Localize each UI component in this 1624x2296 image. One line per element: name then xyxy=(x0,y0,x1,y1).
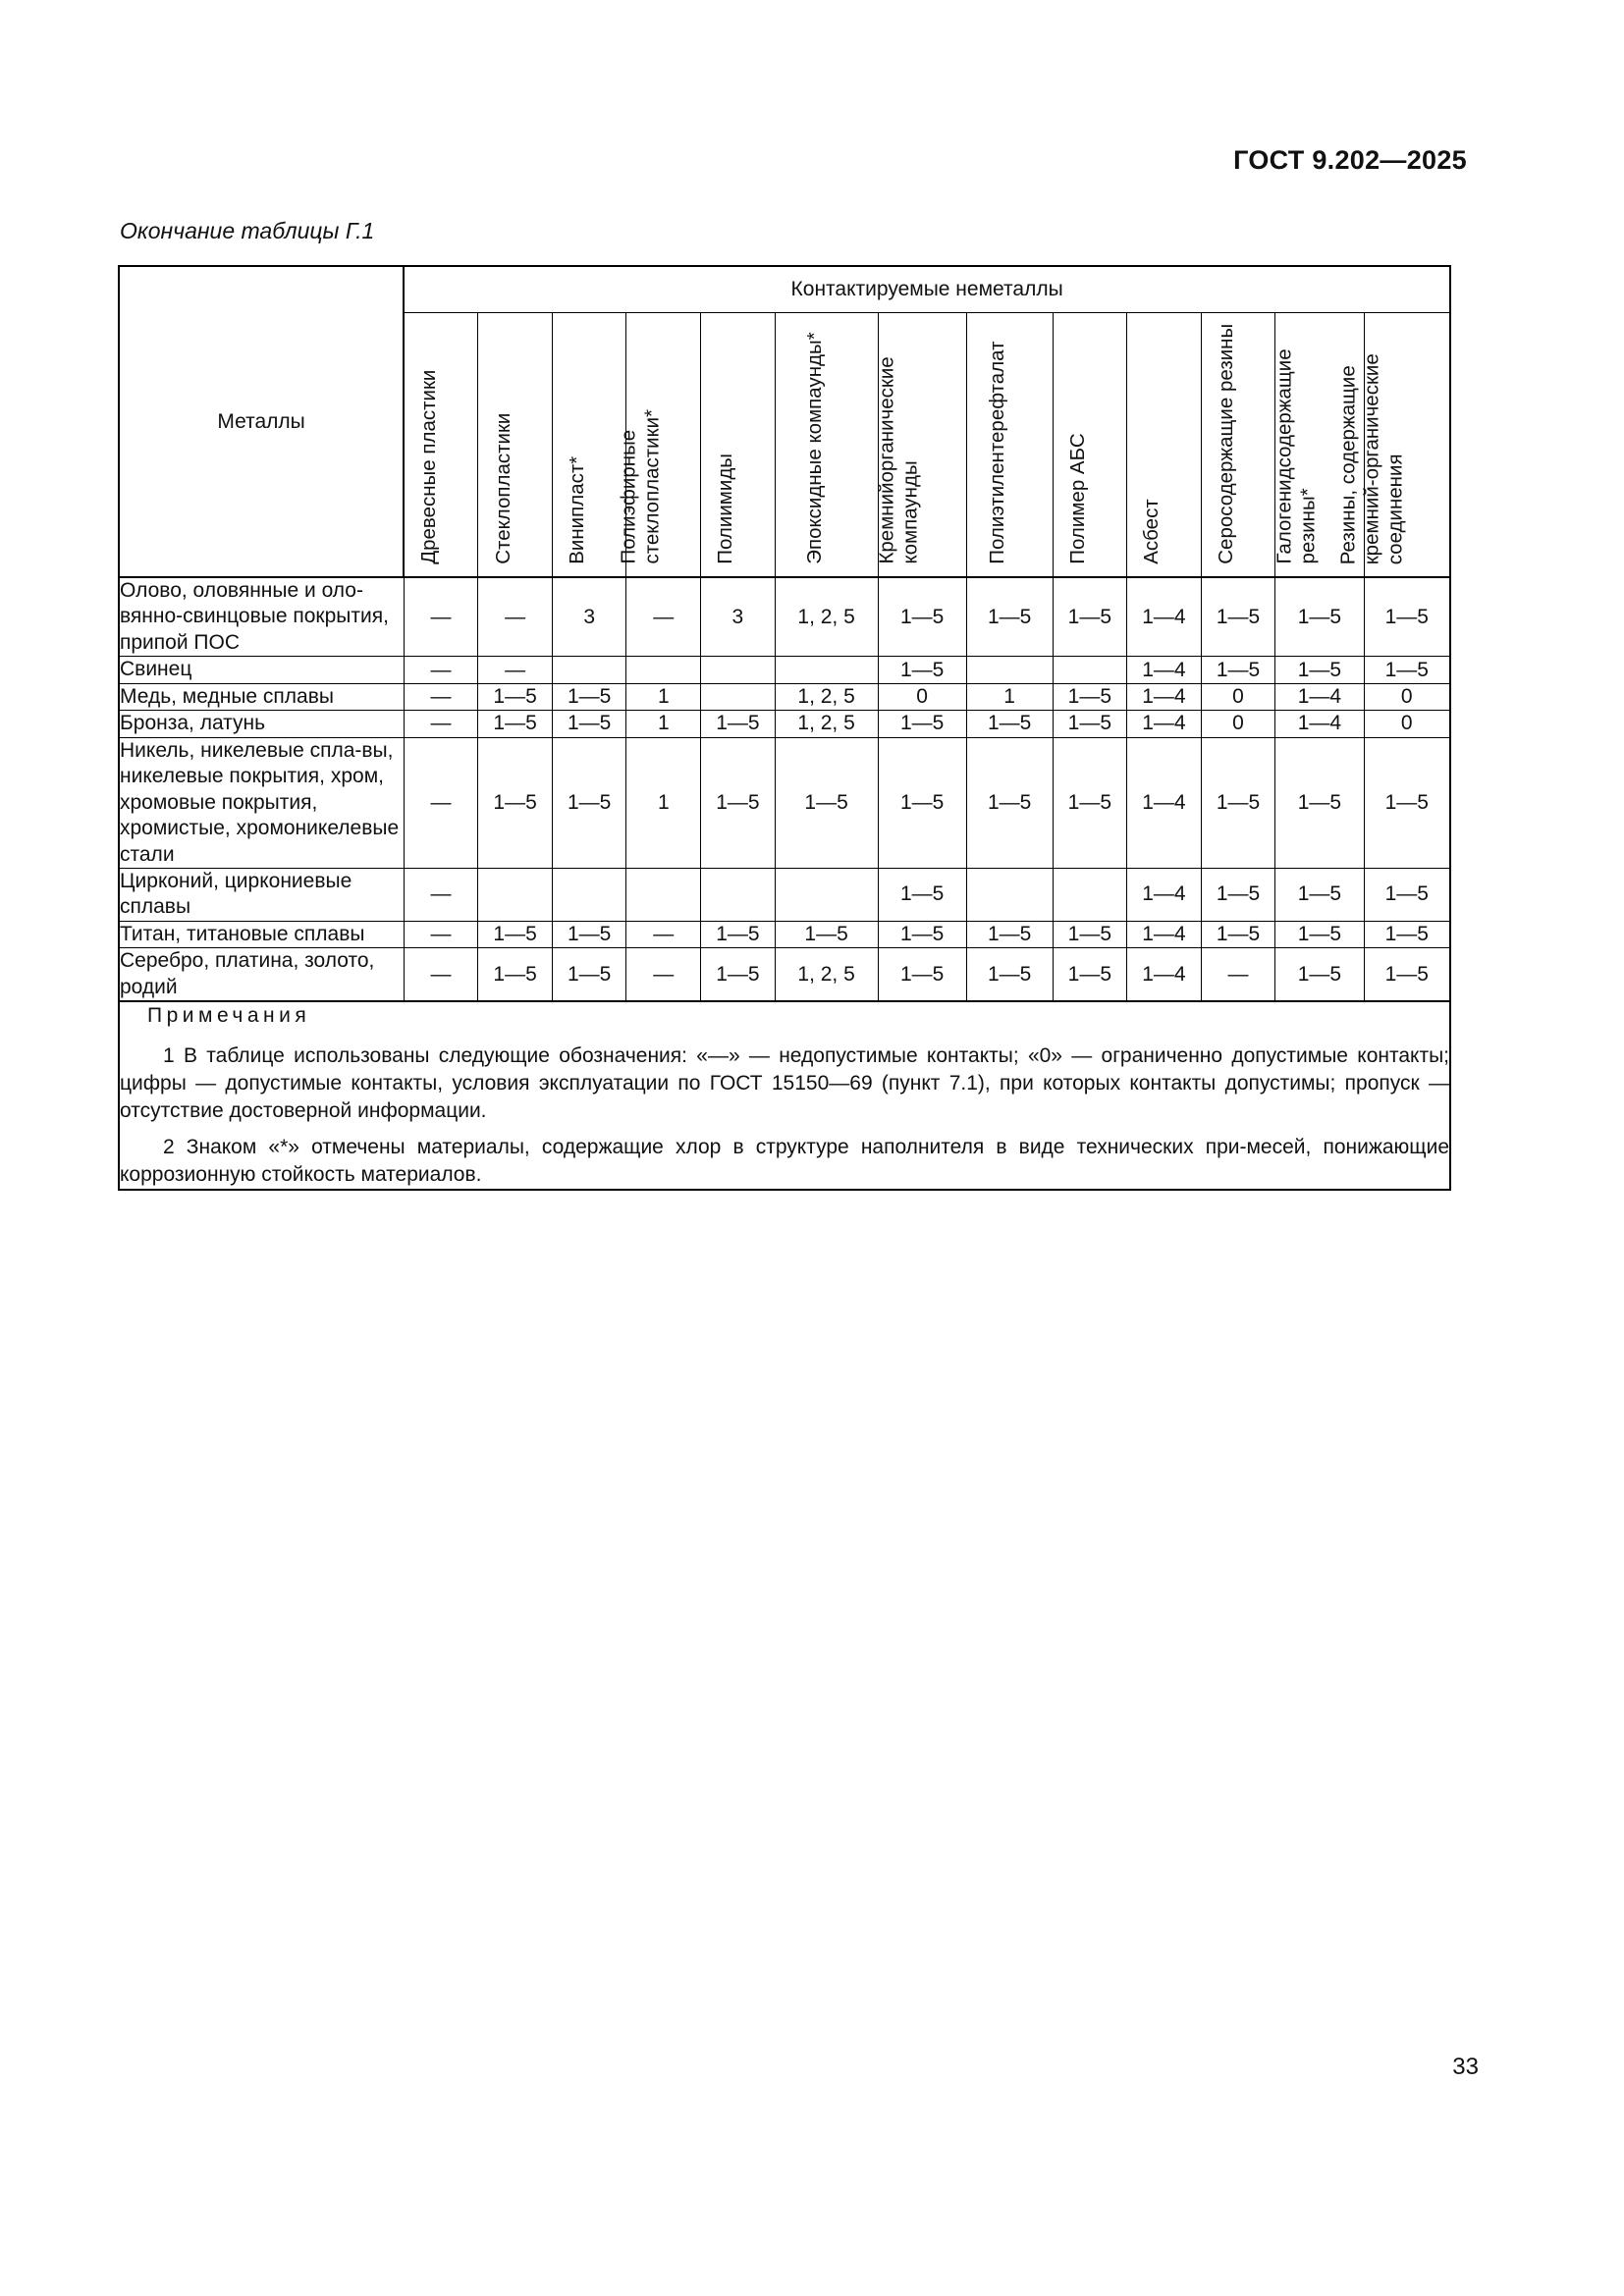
cell: — xyxy=(404,868,478,921)
cell: 1, 2, 5 xyxy=(775,577,878,657)
cell: 1—5 xyxy=(966,737,1053,868)
cell: 1—5 xyxy=(701,948,776,1001)
cell: 1—4 xyxy=(1127,948,1202,1001)
cell: 1—5 xyxy=(1053,921,1127,947)
column-header-sulfur-containing-rubbers: Серосодержащие резины xyxy=(1201,313,1275,578)
header-metals: Металлы xyxy=(119,266,404,577)
cell: 1 xyxy=(966,683,1053,710)
cell: — xyxy=(626,577,701,657)
cell: 1—5 xyxy=(878,868,966,921)
cell: 1—5 xyxy=(478,683,553,710)
document-header-standard-number: ГОСТ 9.202—2025 xyxy=(1233,145,1467,175)
cell: 1—5 xyxy=(878,737,966,868)
cell: 1, 2, 5 xyxy=(775,948,878,1001)
cell xyxy=(775,868,878,921)
cell: 1—4 xyxy=(1127,737,1202,868)
cell: — xyxy=(404,921,478,947)
cell: 1—5 xyxy=(1053,683,1127,710)
cell: 1—5 xyxy=(878,711,966,737)
cell: — xyxy=(1201,948,1275,1001)
header-contacting-nonmetals: Контактируемые неметаллы xyxy=(404,266,1450,313)
cell xyxy=(626,868,701,921)
cell: 1—5 xyxy=(1201,577,1275,657)
cell: 1—4 xyxy=(1127,577,1202,657)
cell: 1, 2, 5 xyxy=(775,711,878,737)
table-row xyxy=(119,683,1450,710)
table-notes-row xyxy=(119,1001,1450,1190)
cell: 1—5 xyxy=(1364,657,1450,683)
cell: 1—4 xyxy=(1275,711,1364,737)
cell: 1—5 xyxy=(552,683,626,710)
cell xyxy=(478,868,553,921)
cell: 1—5 xyxy=(478,711,553,737)
cell: — xyxy=(404,711,478,737)
cell: 1—5 xyxy=(878,657,966,683)
cell: 1—5 xyxy=(478,948,553,1001)
column-header-polyethylene-terephthalate: Полиэтилентерефталат xyxy=(966,313,1053,578)
cell: 1—5 xyxy=(552,921,626,947)
column-header-vinyl-plastic: Винипласт* xyxy=(552,313,626,578)
cell xyxy=(775,657,878,683)
cell: 1—5 xyxy=(1201,921,1275,947)
cell: 0 xyxy=(1201,683,1275,710)
table-row xyxy=(119,868,1450,921)
cell: 1—5 xyxy=(1275,577,1364,657)
cell: 1—5 xyxy=(552,948,626,1001)
note-item-1: 1 В таблице использованы следующие обозначения: «—» — недопустимые контакты; «0» — ограниченно допустимые контакты; цифры — допустимые контакты, условия эксплуатации по ГОСТ 15150—69 (пункт 7.1), при которых контакты допустимы; пропуск — отсутствие достоверной информации. xyxy=(120,1043,1449,1123)
cell: 1—5 xyxy=(1364,577,1450,657)
cell: 1—5 xyxy=(1201,737,1275,868)
cell: 1—5 xyxy=(1053,577,1127,657)
cell: 1—5 xyxy=(1275,868,1364,921)
cell: 1—5 xyxy=(552,711,626,737)
table-row xyxy=(119,948,1450,1001)
row-label-bronze-brass: Бронза, латунь xyxy=(119,711,404,737)
cell: — xyxy=(404,657,478,683)
column-header-silicon-organic-rubbers: Резины, содержащие кремний-органические соединения xyxy=(1364,313,1450,578)
cell: — xyxy=(404,948,478,1001)
cell: — xyxy=(404,683,478,710)
cell xyxy=(966,657,1053,683)
cell: 1—5 xyxy=(878,577,966,657)
cell: 3 xyxy=(552,577,626,657)
cell xyxy=(966,868,1053,921)
cell: — xyxy=(626,921,701,947)
column-header-polyester-fiberglass: Полиэфирные стеклопластики* xyxy=(626,313,701,578)
compatibility-table xyxy=(118,265,1451,1191)
table-body xyxy=(119,577,1450,1190)
cell: 1—5 xyxy=(1201,868,1275,921)
cell: 1—5 xyxy=(966,711,1053,737)
table-row xyxy=(119,921,1450,947)
table-caption: Окончание таблицы Г.1 xyxy=(120,218,375,243)
cell: 0 xyxy=(1201,711,1275,737)
cell: 1—5 xyxy=(478,737,553,868)
row-label-nickel-chrome: Никель, никелевые спла-вы, никелевые покрытия, хром, хромовые покрытия, хромистые, хромоникелевые стали xyxy=(119,737,404,868)
cell: — xyxy=(404,577,478,657)
cell: 1—5 xyxy=(701,921,776,947)
cell: 1—5 xyxy=(1364,868,1450,921)
note-item-2: 2 Знаком «*» отмечены материалы, содержащие хлор в структуре наполнителя в виде технических при-месей, понижающие коррозионную стойкость материалов. xyxy=(120,1135,1449,1186)
cell: 1—5 xyxy=(1364,737,1450,868)
cell: 1—5 xyxy=(701,737,776,868)
cell: 1—5 xyxy=(1364,921,1450,947)
cell: 1—5 xyxy=(701,711,776,737)
cell: 1—5 xyxy=(1053,948,1127,1001)
cell: 1 xyxy=(626,737,701,868)
column-header-organosilicon-compounds: Кремнийорганические компаунды xyxy=(878,313,966,578)
table-row xyxy=(119,737,1450,868)
cell xyxy=(552,868,626,921)
cell: 1—5 xyxy=(878,948,966,1001)
cell: 1—5 xyxy=(552,737,626,868)
cell: — xyxy=(626,948,701,1001)
table-row xyxy=(119,577,1450,657)
row-label-silver-platinum-gold: Серебро, платина, золото, родий xyxy=(119,948,404,1001)
cell: 3 xyxy=(701,577,776,657)
table-row xyxy=(119,657,1450,683)
cell: 1—4 xyxy=(1127,921,1202,947)
cell xyxy=(626,657,701,683)
cell: 1—5 xyxy=(966,948,1053,1001)
cell: 1—5 xyxy=(478,921,553,947)
cell: — xyxy=(478,577,553,657)
cell: 1—4 xyxy=(1127,711,1202,737)
column-header-wood-plastics: Древесные пластики xyxy=(404,313,478,578)
cell: 1—5 xyxy=(1275,737,1364,868)
cell: 1—5 xyxy=(1201,657,1275,683)
cell: 1, 2, 5 xyxy=(775,683,878,710)
cell: 1—5 xyxy=(966,577,1053,657)
cell: 0 xyxy=(1364,711,1450,737)
column-header-asbestos: Асбест xyxy=(1127,313,1202,578)
row-label-titanium: Титан, титановые сплавы xyxy=(119,921,404,947)
row-label-lead: Свинец xyxy=(119,657,404,683)
cell: — xyxy=(404,737,478,868)
cell: 1—5 xyxy=(1364,948,1450,1001)
column-header-polyimides: Полиимиды xyxy=(701,313,776,578)
notes-title: Примечания xyxy=(147,1004,311,1028)
table-row xyxy=(119,711,1450,737)
cell: 1—4 xyxy=(1127,683,1202,710)
row-label-zirconium: Цирконий, циркониевые сплавы xyxy=(119,868,404,921)
table-container xyxy=(118,265,1451,1191)
cell: 0 xyxy=(878,683,966,710)
table-header-group-row xyxy=(119,266,1450,313)
row-label-tin: Олово, оловянные и оло-вянно-свинцовые покрытия, припой ПОС xyxy=(119,577,404,657)
column-header-halide-containing-rubbers: Галогенидсодержащие резины* xyxy=(1275,313,1364,578)
cell: 1—5 xyxy=(1053,737,1127,868)
cell: 1—4 xyxy=(1127,868,1202,921)
column-header-fiberglass: Стеклопластики xyxy=(478,313,553,578)
cell: 1 xyxy=(626,683,701,710)
cell xyxy=(701,657,776,683)
table-notes xyxy=(119,1001,1450,1190)
cell: 1 xyxy=(626,711,701,737)
cell xyxy=(701,683,776,710)
cell xyxy=(701,868,776,921)
column-header-epoxy-compounds: Эпоксидные компаунды* xyxy=(775,313,878,578)
cell: 1—5 xyxy=(1275,948,1364,1001)
cell xyxy=(1053,868,1127,921)
cell: 1—5 xyxy=(775,737,878,868)
cell: 1—5 xyxy=(775,921,878,947)
cell: 1—5 xyxy=(1275,921,1364,947)
column-header-abs-polymer: Полимер АБС xyxy=(1053,313,1127,578)
cell: 1—5 xyxy=(1053,711,1127,737)
row-label-copper: Медь, медные сплавы xyxy=(119,683,404,710)
page-number: 33 xyxy=(1452,2054,1479,2080)
cell xyxy=(1053,657,1127,683)
cell: — xyxy=(478,657,553,683)
cell: 1—4 xyxy=(1127,657,1202,683)
cell xyxy=(552,657,626,683)
cell: 0 xyxy=(1364,683,1450,710)
cell: 1—5 xyxy=(878,921,966,947)
cell: 1—5 xyxy=(966,921,1053,947)
cell: 1—5 xyxy=(1275,657,1364,683)
cell: 1—4 xyxy=(1275,683,1364,710)
